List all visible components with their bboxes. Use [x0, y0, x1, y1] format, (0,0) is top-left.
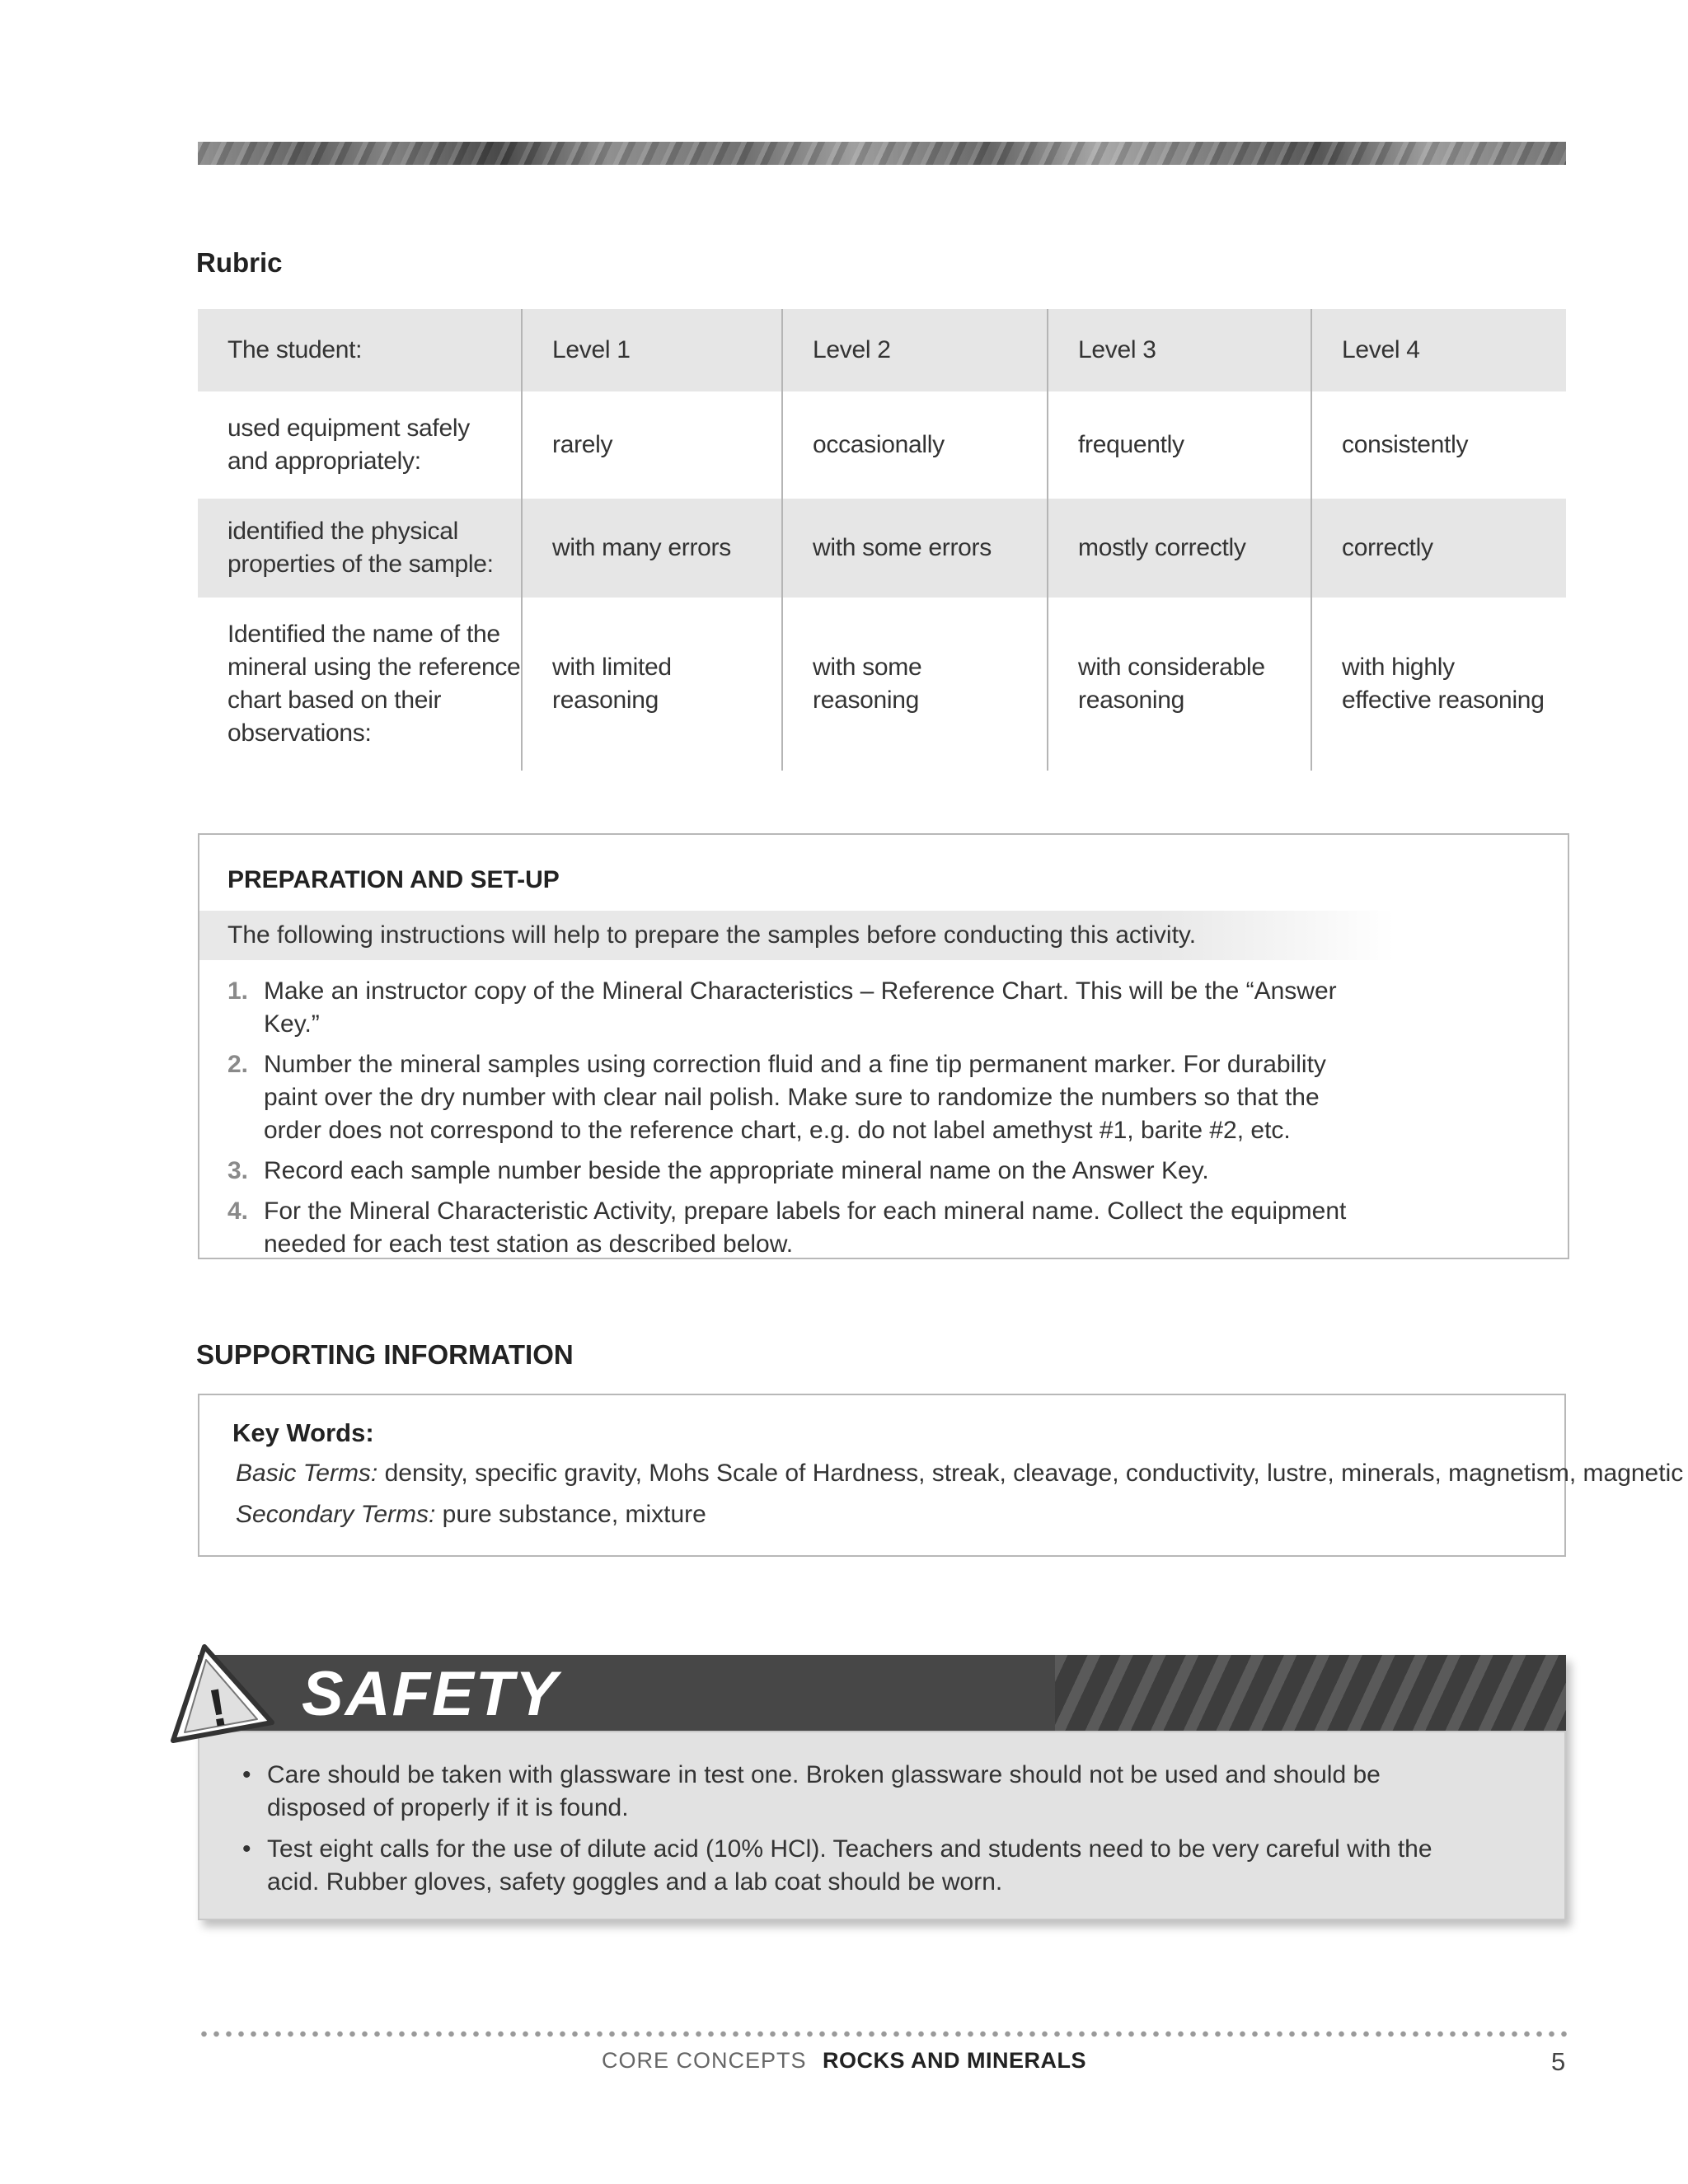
rubric-row — [198, 499, 1566, 598]
list-item — [227, 1155, 1381, 1188]
rubric-cell: occasionally — [781, 391, 1047, 499]
page-number: 5 — [1551, 2047, 1566, 2076]
footer-dotted-rule — [198, 2031, 1569, 2037]
list-number: 3. — [227, 1157, 249, 1184]
list-item — [227, 975, 1381, 1041]
safety-bullet: • Care should be taken with glassware in test one. Broken glassware should not be used and should be disposed of properly if it is found. — [242, 1759, 1479, 1825]
rubric-cell: with limited reasoning — [521, 598, 781, 771]
safety-title-bar — [198, 1655, 1566, 1731]
rubric-criterion: used equipment safely and appropriately: — [227, 415, 470, 475]
footer — [0, 2048, 1688, 2074]
rubric-table — [198, 309, 1566, 771]
header-banner-image — [198, 142, 1566, 165]
rubric-cell: frequently — [1047, 391, 1311, 499]
rubric-cell: mostly correctly — [1047, 499, 1311, 598]
rubric-cell: correctly — [1311, 499, 1566, 598]
rubric-header-row — [198, 309, 1566, 391]
list-item — [227, 1195, 1381, 1261]
rubric-header-cell: Level 3 — [1047, 309, 1311, 391]
preparation-heading: PREPARATION AND SET-UP — [227, 866, 560, 893]
secondary-terms-list: pure substance, mixture — [435, 1501, 706, 1528]
rubric-heading: Rubric — [196, 247, 283, 278]
safety-body — [198, 1731, 1566, 1920]
warning-triangle-icon — [163, 1640, 279, 1747]
rubric-header-cell: The student: — [227, 336, 363, 363]
rubric-row — [198, 391, 1566, 499]
rubric-cell: with considerable reasoning — [1047, 598, 1311, 771]
preparation-list — [227, 975, 1381, 1268]
basic-terms-label: Basic Terms: — [236, 1460, 378, 1487]
list-number: 4. — [227, 1197, 249, 1225]
warning-exclamation: ! — [204, 1676, 232, 1739]
preparation-intro: The following instructions will help to prepare the samples before conducting this activity. — [199, 911, 1395, 960]
safety-heading: SAFETY — [302, 1659, 559, 1729]
rubric-cell: with some errors — [781, 499, 1047, 598]
safety-panel — [198, 1655, 1566, 1920]
list-number: 1. — [227, 977, 249, 1005]
rubric-row — [198, 598, 1566, 771]
rubric-header-cell: Level 4 — [1311, 309, 1566, 391]
hazard-stripes — [1055, 1655, 1566, 1731]
basic-terms-line — [236, 1460, 1683, 1488]
rubric-cell: with highly effective reasoning — [1311, 598, 1566, 771]
rubric-cell: with some reasoning — [781, 598, 1047, 771]
rubric-criterion: identified the physical properties of the sample: — [227, 518, 494, 578]
rubric-cell: rarely — [521, 391, 781, 499]
rubric-criterion: Identified the name of the mineral using the reference chart based on their observations: — [227, 621, 521, 747]
rubric-header-cell: Level 2 — [781, 309, 1047, 391]
supporting-info-heading: SUPPORTING INFORMATION — [196, 1339, 574, 1370]
list-number: 2. — [227, 1051, 249, 1078]
key-words-box — [198, 1394, 1684, 1557]
key-words-heading: Key Words: — [232, 1418, 374, 1447]
footer-subject: ROCKS AND MINERALS — [823, 2048, 1087, 2073]
secondary-terms-label: Secondary Terms: — [236, 1501, 436, 1528]
basic-terms-list: density, specific gravity, Mohs Scale of Hardness, streak, cleavage, conductivity, lustre, minerals, magnetism, magnetic — [377, 1460, 1684, 1487]
preparation-box — [198, 833, 1569, 1259]
list-text: Record each sample number beside the appropriate mineral name on the Answer Key. — [264, 1157, 1209, 1184]
footer-series: CORE CONCEPTS — [601, 2048, 807, 2073]
rubric-cell: consistently — [1311, 391, 1566, 499]
list-item — [227, 1048, 1381, 1147]
list-text: Number the mineral samples using correction fluid and a fine tip permanent marker. For durability paint over the dry number with clear nail polish. Make sure to randomize the numbers so that the order does not correspond to the reference chart, e.g. do not label amethyst #1, barite #2, etc. — [264, 1051, 1326, 1144]
list-text: Make an instructor copy of the Mineral Characteristics – Reference Chart. This will be the “Answer Key.” — [264, 977, 1337, 1038]
list-text: For the Mineral Characteristic Activity, prepare labels for each mineral name. Collect the equipment needed for each test station as described below. — [264, 1197, 1347, 1258]
rubric-cell: with many errors — [521, 499, 781, 598]
safety-bullet: • Test eight calls for the use of dilute acid (10% HCl). Teachers and students need to be very careful with the acid. Rubber gloves, safety goggles and a lab coat should be worn. — [242, 1833, 1479, 1899]
secondary-terms-line — [236, 1501, 706, 1529]
rubric-header-cell: Level 1 — [521, 309, 781, 391]
